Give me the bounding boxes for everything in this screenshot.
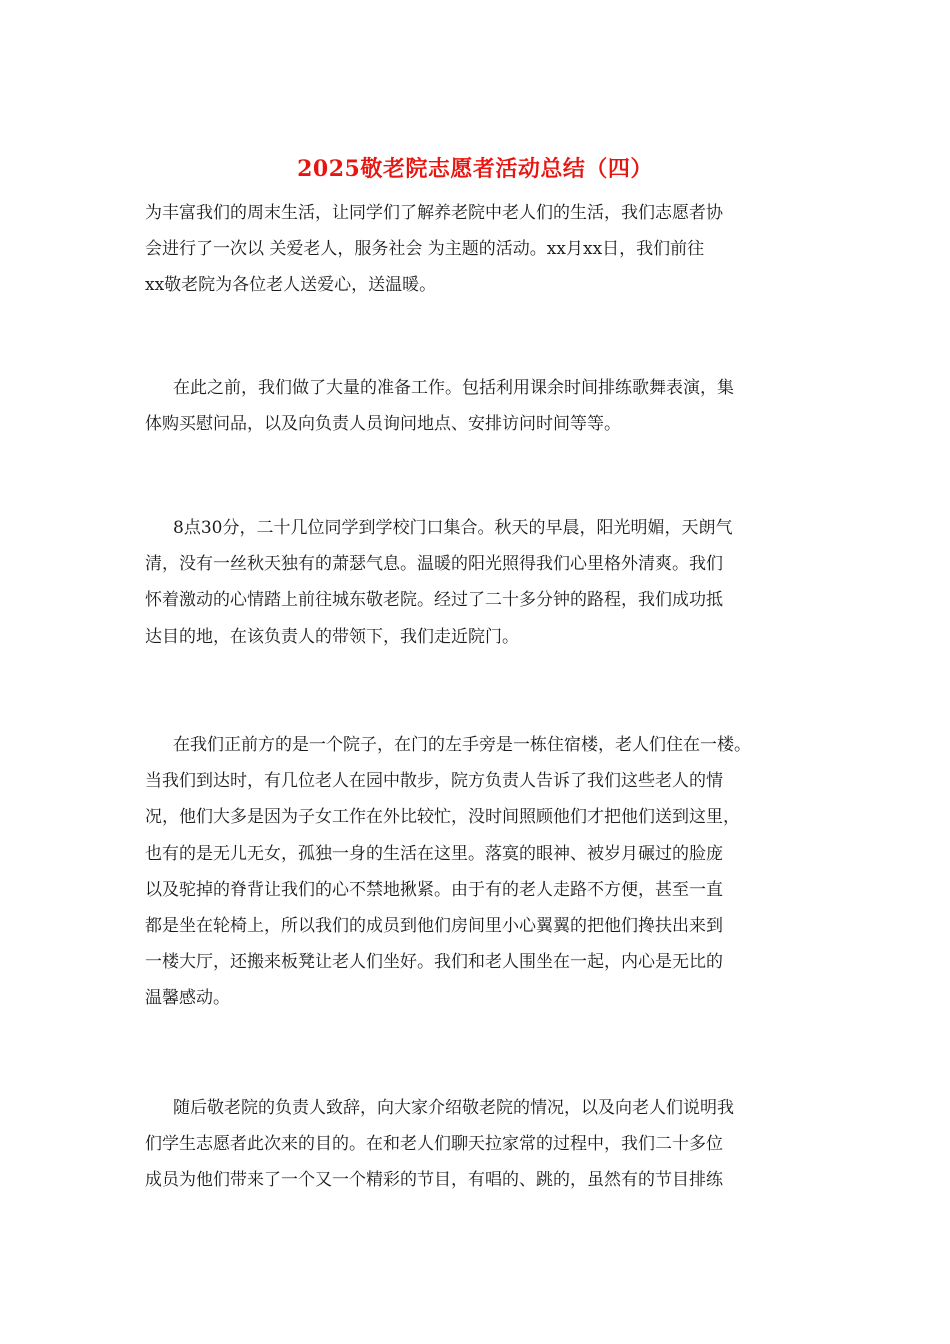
paragraph-line: xx敬老院为各位老人送爱心，送温暖。 <box>145 275 437 296</box>
paragraph-line: 温馨感动。 <box>145 988 230 1009</box>
paragraph-line: 会进行了一次以 关爱老人，服务社会 为主题的活动。xx月xx日，我们前往 <box>145 239 705 260</box>
paragraph-line: 8点30分，二十几位同学到学校门口集合。秋天的早晨，阳光明媚，天朗气 <box>173 518 733 538</box>
paragraph-courtyard <box>145 727 825 1017</box>
paragraph-line: 都是坐在轮椅上，所以我们的成员到他们房间里小心翼翼的把他们搀扶出来到 <box>145 915 723 936</box>
paragraph-line: 况，他们大多是因为子女工作在外比较忙，没时间照顾他们才把他们送到这里， <box>145 807 740 828</box>
paragraph-line: 在我们正前方的是一个院子，在门的左手旁是一栋住宿楼，老人们住在一楼。 <box>173 735 751 755</box>
paragraph-line: 一楼大厅，还搬来板凳让老人们坐好。我们和老人围坐在一起，内心是无比的 <box>145 952 723 973</box>
paragraph-program <box>145 1090 825 1199</box>
paragraph-line: 体购买慰问品，以及向负责人员询问地点、安排访问时间等等。 <box>145 414 621 435</box>
paragraph-line: 达目的地，在该负责人的带领下，我们走近院门。 <box>145 626 519 647</box>
paragraph-line: 也有的是无儿无女，孤独一身的生活在这里。落寞的眼神、被岁月碾过的脸庞 <box>145 843 723 864</box>
paragraph-line: 怀着激动的心情踏上前往城东敬老院。经过了二十多分钟的路程，我们成功抵 <box>145 590 723 611</box>
paragraph-line: 们学生志愿者此次来的目的。在和老人们聊天拉家常的过程中，我们二十多位 <box>145 1134 723 1155</box>
paragraph-preparation <box>145 370 825 442</box>
paragraph-line: 成员为他们带来了一个又一个精彩的节目，有唱的、跳的，虽然有的节目排练 <box>145 1170 723 1191</box>
paragraph-line: 清，没有一丝秋天独有的萧瑟气息。温暖的阳光照得我们心里格外清爽。我们 <box>145 554 723 575</box>
paragraph-line: 为丰富我们的周末生活，让同学们了解养老院中老人们的生活，我们志愿者协 <box>145 203 723 223</box>
document-title: 2025敬老院志愿者活动总结（四） <box>297 156 653 182</box>
paragraph-line: 当我们到达时，有几位老人在园中散步，院方负责人告诉了我们这些老人的情 <box>145 771 723 792</box>
paragraph-intro <box>145 195 825 304</box>
paragraph-gathering <box>145 510 825 655</box>
paragraph-line: 以及驼掉的脊背让我们的心不禁地揪紧。由于有的老人走路不方便，甚至一直 <box>145 879 723 900</box>
paragraph-line: 在此之前，我们做了大量的准备工作。包括利用课余时间排练歌舞表演，集 <box>173 378 734 398</box>
paragraph-line: 随后敬老院的负责人致辞，向大家介绍敬老院的情况，以及向老人们说明我 <box>173 1098 734 1118</box>
